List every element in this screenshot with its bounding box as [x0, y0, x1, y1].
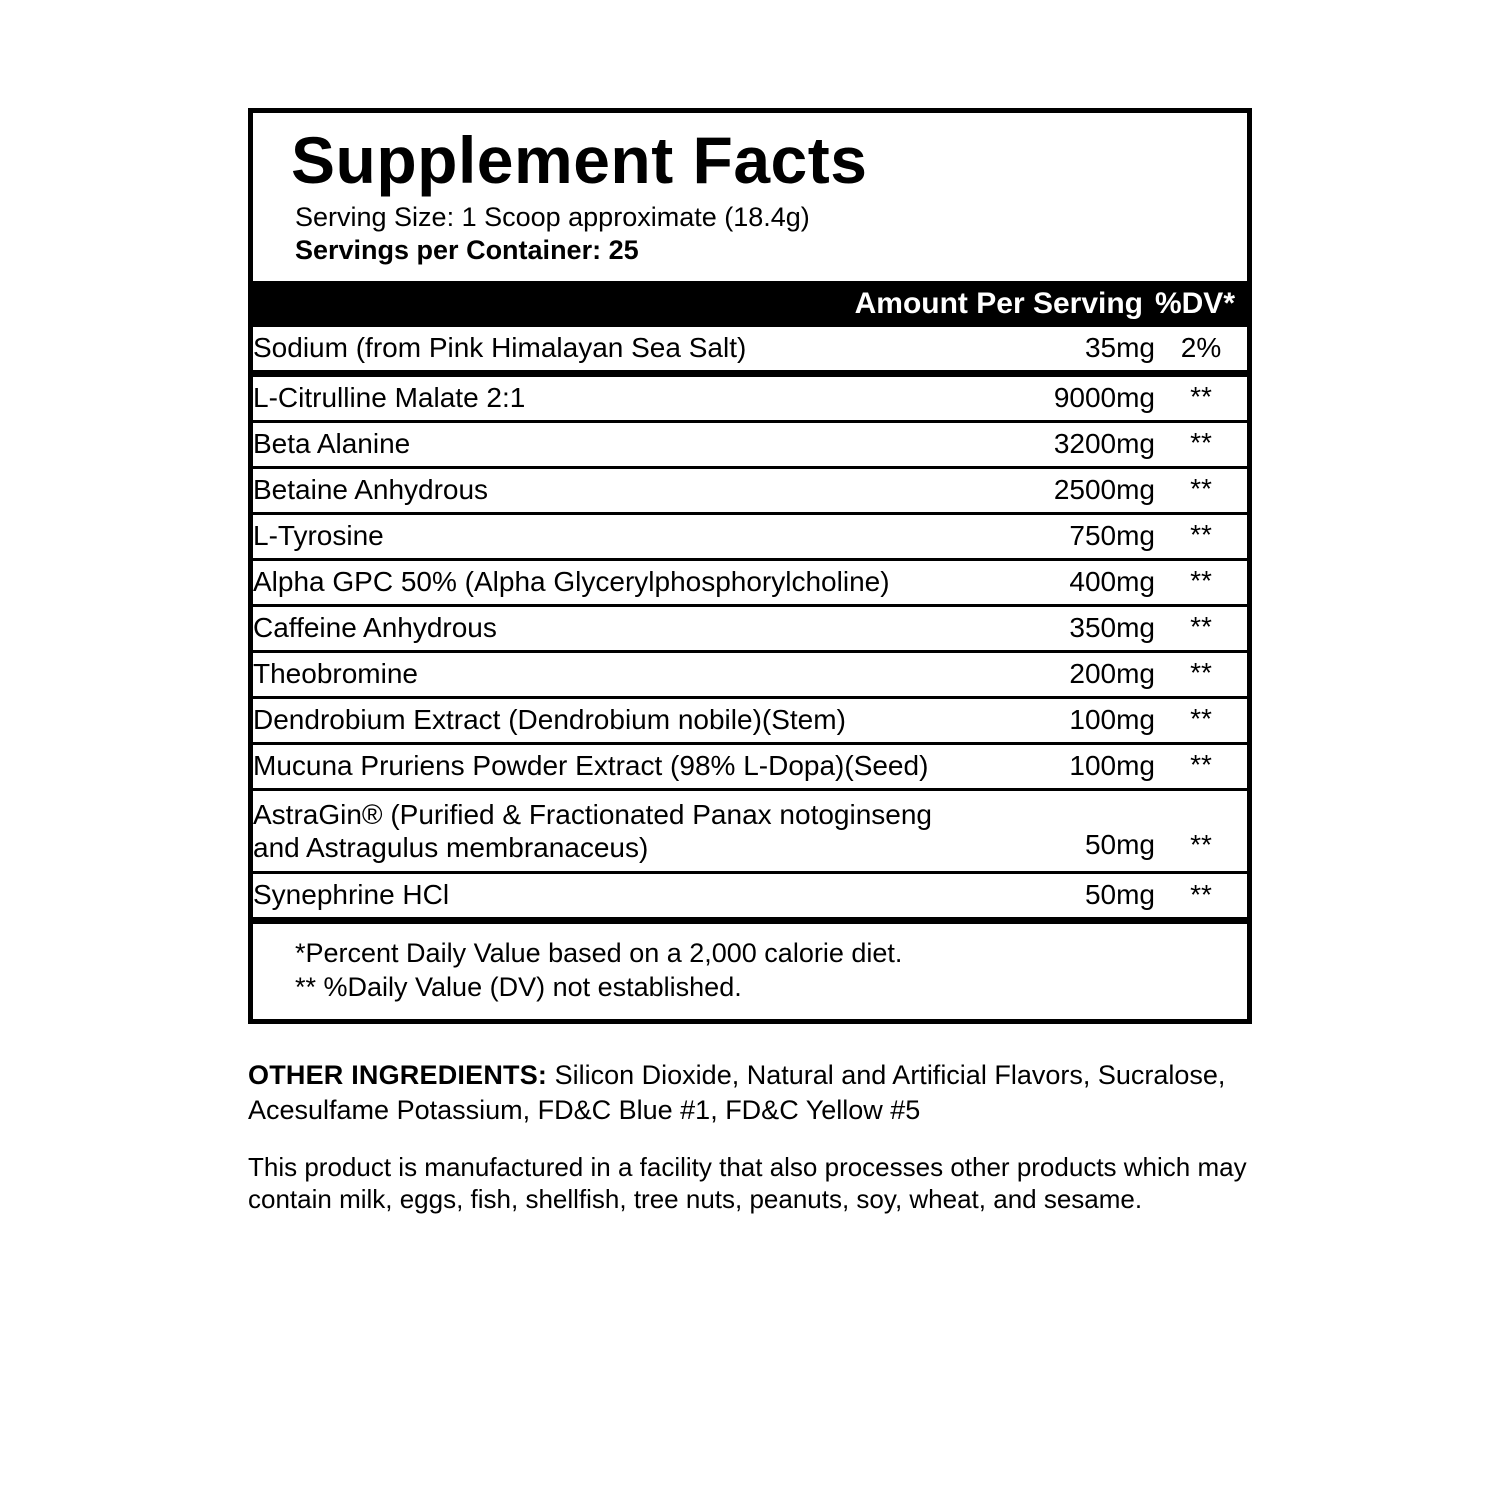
nutrient-dv: **	[1155, 467, 1247, 513]
table-row	[253, 559, 1247, 605]
table-row	[253, 789, 1247, 872]
nutrient-amount: 100mg	[965, 697, 1155, 743]
nutrient-amount: 400mg	[965, 559, 1155, 605]
table-row	[253, 651, 1247, 697]
nutrient-name: Betaine Anhydrous	[253, 467, 965, 513]
nutrient-amount: 100mg	[965, 743, 1155, 789]
nutrient-name: Sodium (from Pink Himalayan Sea Salt)	[253, 327, 965, 374]
nutrient-amount: 200mg	[965, 651, 1155, 697]
table-row	[253, 513, 1247, 559]
footnote-percent-daily-value: *Percent Daily Value based on a 2,000 calorie diet.	[295, 937, 903, 968]
allergen-statement: This product is manufactured in a facility that also processes other products which may contain milk, eggs, fish, shellfish, tree nuts, peanuts, soy, wheat, and sesame.	[248, 1152, 1247, 1214]
footnotes	[253, 924, 1247, 1019]
nutrient-amount: 350mg	[965, 605, 1155, 651]
daily-value-header: %DV*	[1154, 286, 1235, 320]
nutrient-name: Dendrobium Extract (Dendrobium nobile)(Stem)	[253, 697, 965, 743]
nutrient-amount: 750mg	[965, 513, 1155, 559]
other-ingredients-text: Silicon Dioxide, Natural and Artificial Flavors, Sucralose, Acesulfame Potassium, FD&C Blue #1, FD&C Yellow #5	[248, 1060, 1226, 1125]
nutrient-name: L-Tyrosine	[253, 513, 965, 559]
table-row	[253, 327, 1247, 374]
page-title: Supplement Facts	[291, 123, 868, 197]
table-row	[253, 605, 1247, 651]
nutrient-dv: **	[1155, 373, 1247, 421]
servings-per-container: Servings per Container: 25	[295, 234, 639, 265]
table-row	[253, 743, 1247, 789]
nutrient-dv: **	[1155, 789, 1247, 872]
nutrient-dv: **	[1155, 559, 1247, 605]
table-row	[253, 697, 1247, 743]
nutrient-name: AstraGin® (Purified & Fractionated Panax notoginseng and Astragulus membranaceus)	[253, 789, 965, 872]
nutrient-amount: 50mg	[965, 872, 1155, 920]
other-ingredients	[248, 1058, 1258, 1127]
nutrient-name: Beta Alanine	[253, 421, 965, 467]
nutrient-dv: 2%	[1155, 327, 1247, 374]
table-row	[253, 467, 1247, 513]
nutrient-table	[253, 327, 1247, 924]
nutrient-dv: **	[1155, 421, 1247, 467]
nutrient-amount: 50mg	[965, 789, 1155, 872]
footnote-dv-not-established: ** %Daily Value (DV) not established.	[295, 972, 742, 1003]
table-row	[253, 421, 1247, 467]
nutrient-name: Caffeine Anhydrous	[253, 605, 965, 651]
table-header-bar	[253, 281, 1247, 327]
table-row	[253, 872, 1247, 920]
serving-info	[253, 199, 1247, 275]
nutrient-name: Alpha GPC 50% (Alpha Glycerylphosphorylcholine)	[253, 559, 965, 605]
serving-size: Serving Size: 1 Scoop approximate (18.4g)	[295, 202, 810, 232]
nutrient-amount: 2500mg	[965, 467, 1155, 513]
nutrient-dv: **	[1155, 605, 1247, 651]
nutrient-name: Mucuna Pruriens Powder Extract (98% L-Dopa)(Seed)	[253, 743, 965, 789]
other-ingredients-label: OTHER INGREDIENTS:	[248, 1060, 548, 1090]
nutrient-amount: 35mg	[965, 327, 1155, 374]
nutrient-amount: 9000mg	[965, 373, 1155, 421]
nutrient-name: L-Citrulline Malate 2:1	[253, 373, 965, 421]
nutrient-dv: **	[1155, 872, 1247, 920]
table-row	[253, 373, 1247, 421]
nutrient-dv: **	[1155, 651, 1247, 697]
nutrient-name: Theobromine	[253, 651, 965, 697]
nutrient-dv: **	[1155, 513, 1247, 559]
supplement-facts-panel	[248, 108, 1252, 1024]
nutrient-dv: **	[1155, 743, 1247, 789]
nutrient-dv: **	[1155, 697, 1247, 743]
nutrient-name: Synephrine HCl	[253, 872, 965, 920]
amount-per-serving-header: Amount Per Serving	[854, 286, 1143, 320]
nutrient-amount: 3200mg	[965, 421, 1155, 467]
